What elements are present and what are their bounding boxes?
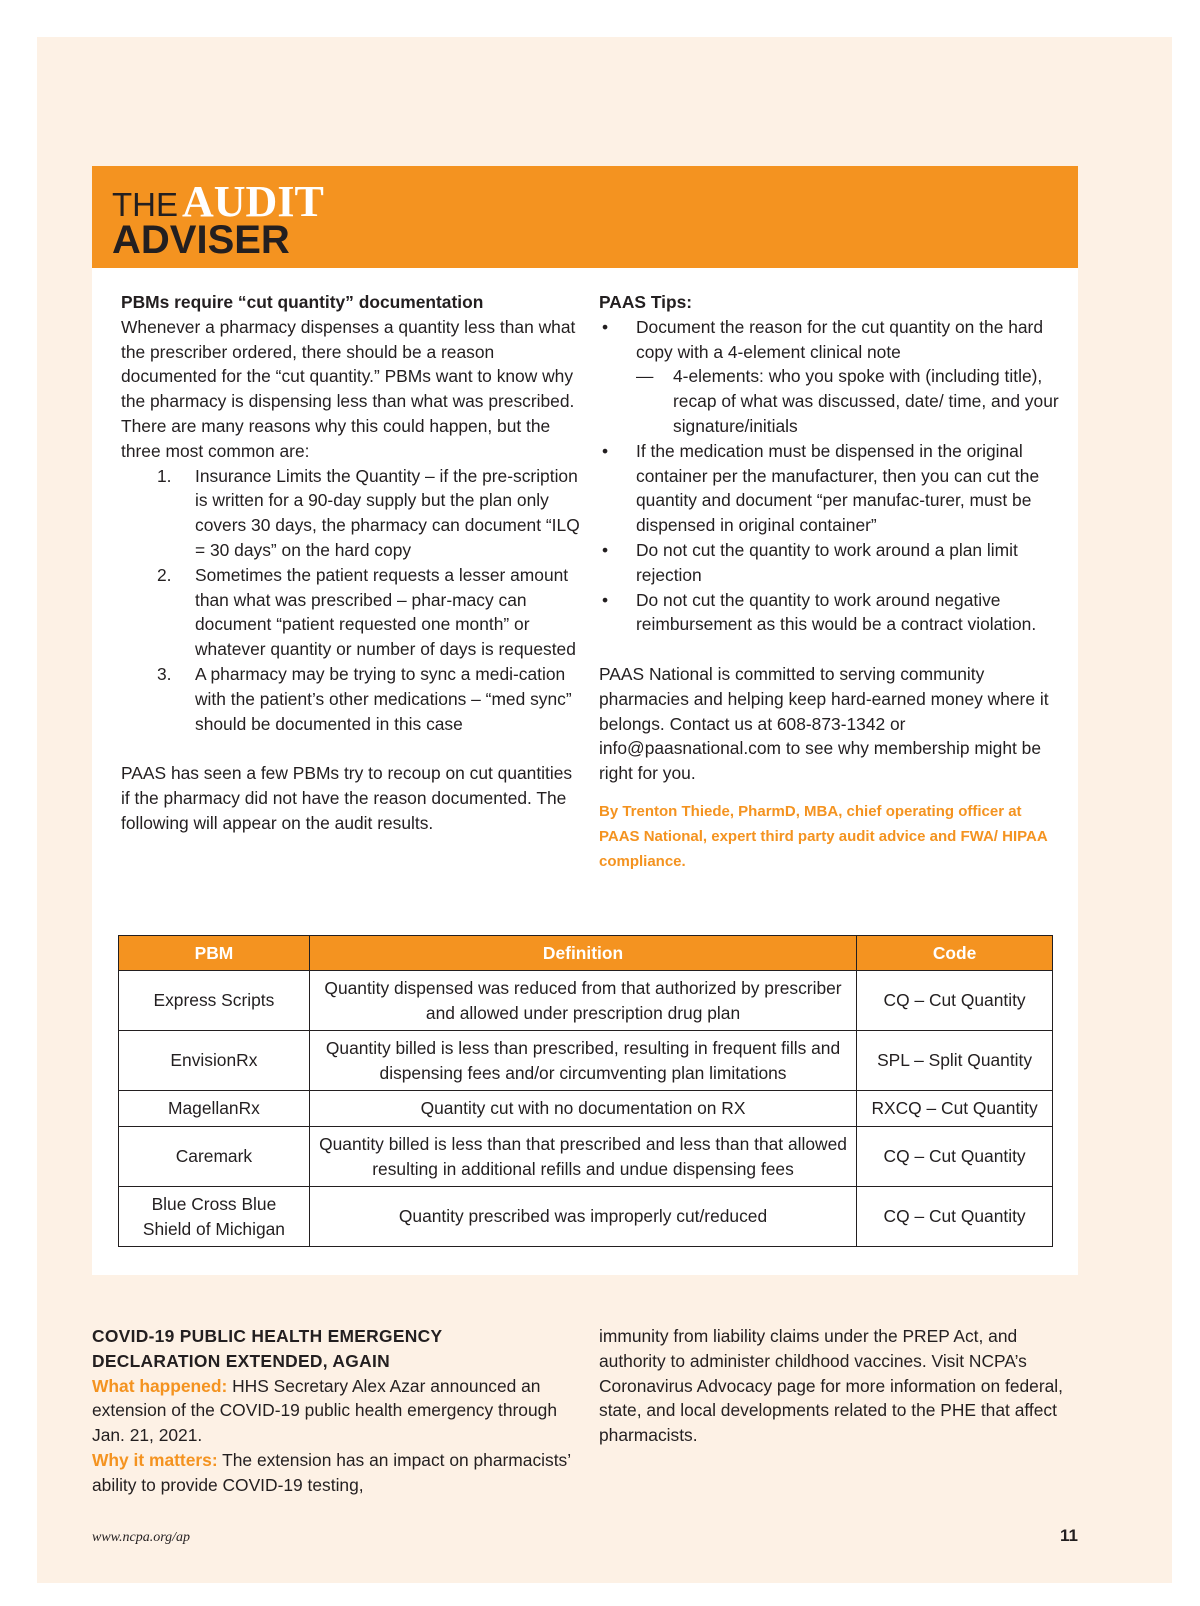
list-item: [121, 464, 581, 563]
title-adviser: ADVISER: [112, 218, 290, 262]
header-code: Code: [857, 936, 1053, 971]
list-item: [599, 588, 1059, 638]
list-item: [599, 315, 1059, 439]
list-item: [599, 439, 1059, 538]
pbm-codes-table: [118, 935, 1053, 1247]
list-text: A pharmacy may be trying to sync a medi-cation with the patient’s other medications – “med sync” should be documented in this case: [195, 663, 572, 734]
cell-pbm: Caremark: [119, 1127, 310, 1187]
header-definition: Definition: [309, 936, 856, 971]
tips-list: [599, 315, 1059, 637]
cell-definition: Quantity prescribed was improperly cut/reduced: [309, 1187, 856, 1247]
list-text: Insurance Limits the Quantity – if the pre-scription is written for a 90-day supply but the plan only covers 30 days, the pharmacy can document “ILQ = 30 days” on the hard copy: [195, 465, 580, 560]
covid-why-paragraph: [92, 1448, 572, 1498]
list-number: 2.: [157, 564, 172, 585]
list-item: [121, 662, 581, 736]
table-row: [119, 971, 1053, 1031]
covid-continued: immunity from liability claims under the PREP Act, and authority to administer childhood vaccines. Visit NCPA’s Coronavirus Advocacy page for more information on federal, state, and local developments related to the PHE that affect pharmacists.: [599, 1326, 1063, 1446]
cell-code: RXCQ – Cut Quantity: [857, 1091, 1053, 1127]
tip-subitem: [636, 364, 1059, 438]
dash-icon: —: [636, 366, 654, 387]
right-column: [599, 290, 1059, 874]
bullet-icon: •: [602, 589, 609, 610]
list-number: 1.: [157, 465, 172, 486]
left-closing: PAAS has seen a few PBMs try to recoup on cut quantities if the pharmacy did not have the reason documented. The following will appear on the audit results.: [121, 763, 573, 833]
cell-pbm: EnvisionRx: [119, 1031, 310, 1091]
cell-code: CQ – Cut Quantity: [857, 971, 1053, 1031]
what-happened-text: HHS Secretary Alex Azar announced an extension of the COVID-19 public health emergency through Jan. 21, 2021.: [92, 1375, 557, 1446]
cell-definition: Quantity billed is less than prescribed, resulting in frequent fills and dispensing fees and/or circumventing plan limitations: [309, 1031, 856, 1091]
covid-heading: COVID-19 PUBLIC HEALTH EMERGENCY DECLARATION EXTENDED, AGAIN: [92, 1326, 443, 1371]
cell-pbm: Blue Cross Blue Shield of Michigan: [119, 1187, 310, 1247]
page-number: 11: [1060, 1526, 1078, 1545]
author-byline: By Trenton Thiede, PharmD, MBA, chief operating officer at PAAS National, expert third party audit advice and FWA/ HIPAA compliance.: [599, 802, 1048, 870]
bullet-icon: •: [602, 316, 609, 337]
right-closing: PAAS National is committed to serving community pharmacies and helping keep hard-earned money where it belongs. Contact us at 608-873-1342 or info@paasnational.com to see why membership might be right for you.: [599, 663, 1049, 784]
tip-text: Do not cut the quantity to work around negative reimbursement as this would be a contract violation.: [636, 589, 1037, 635]
list-item: [599, 538, 1059, 588]
tips-heading: PAAS Tips:: [599, 292, 693, 312]
table-row: [119, 1031, 1053, 1091]
cell-definition: Quantity cut with no documentation on RX: [309, 1091, 856, 1127]
title-audit: AUDIT: [182, 177, 324, 226]
table-header-row: [119, 936, 1053, 971]
cell-code: CQ – Cut Quantity: [857, 1187, 1053, 1247]
tip-text: Document the reason for the cut quantity on the hard copy with a 4-element clinical note: [636, 316, 1043, 362]
bullet-icon: •: [602, 539, 609, 560]
footer-url: www.ncpa.org/ap: [92, 1530, 191, 1545]
left-heading: PBMs require “cut quantity” documentation: [121, 292, 484, 312]
cell-pbm: Express Scripts: [119, 971, 310, 1031]
covid-article-left: [92, 1324, 572, 1498]
cell-code: CQ – Cut Quantity: [857, 1127, 1053, 1187]
list-text: Sometimes the patient requests a lesser amount than what was prescribed – phar-macy can document “patient requested one month” or whatever quantity or number of days is requested: [195, 564, 576, 660]
header-pbm: PBM: [119, 936, 310, 971]
table-row: [119, 1187, 1053, 1247]
cell-definition: Quantity dispensed was reduced from that authorized by prescriber and allowed under prescription drug plan: [309, 971, 856, 1031]
audit-adviser-header: [92, 166, 1078, 268]
why-it-matters-text: The extension has an impact on pharmacists’ ability to provide COVID-19 testing,: [92, 1449, 571, 1495]
tip-text: If the medication must be dispensed in the original container per the manufacturer, then you can cut the quantity and document “per manufac-turer, must be dispensed in original container”: [636, 440, 1040, 536]
title-the: THE: [112, 186, 178, 223]
tip-text: Do not cut the quantity to work around a plan limit rejection: [636, 539, 1018, 585]
table-row: [119, 1127, 1053, 1187]
list-item: [121, 563, 581, 662]
table-row: [119, 1091, 1053, 1127]
cell-code: SPL – Split Quantity: [857, 1031, 1053, 1091]
cell-definition: Quantity billed is less than that prescribed and less than that allowed resulting in additional refills and undue dispensing fees: [309, 1127, 856, 1187]
what-happened-label: What happened:: [92, 1375, 228, 1396]
cell-pbm: MagellanRx: [119, 1091, 310, 1127]
left-intro: Whenever a pharmacy dispenses a quantity less than what the prescriber ordered, there should be a reason documented for the “cut quantity.” PBMs want to know why the pharmacy is dispensing less than what was prescribed. There are many reasons why this could happen, but the three most common are:: [121, 316, 576, 461]
bullet-icon: •: [602, 440, 609, 461]
covid-article-right: [599, 1324, 1084, 1448]
reasons-list: [121, 464, 581, 737]
covid-what-paragraph: [92, 1374, 572, 1448]
tip-subtext: 4-elements: who you spoke with (including title), recap of what was discussed, date/ time, and your signature/initials: [673, 366, 1059, 436]
why-it-matters-label: Why it matters:: [92, 1449, 218, 1470]
list-number: 3.: [157, 663, 172, 684]
left-column: [121, 290, 581, 836]
